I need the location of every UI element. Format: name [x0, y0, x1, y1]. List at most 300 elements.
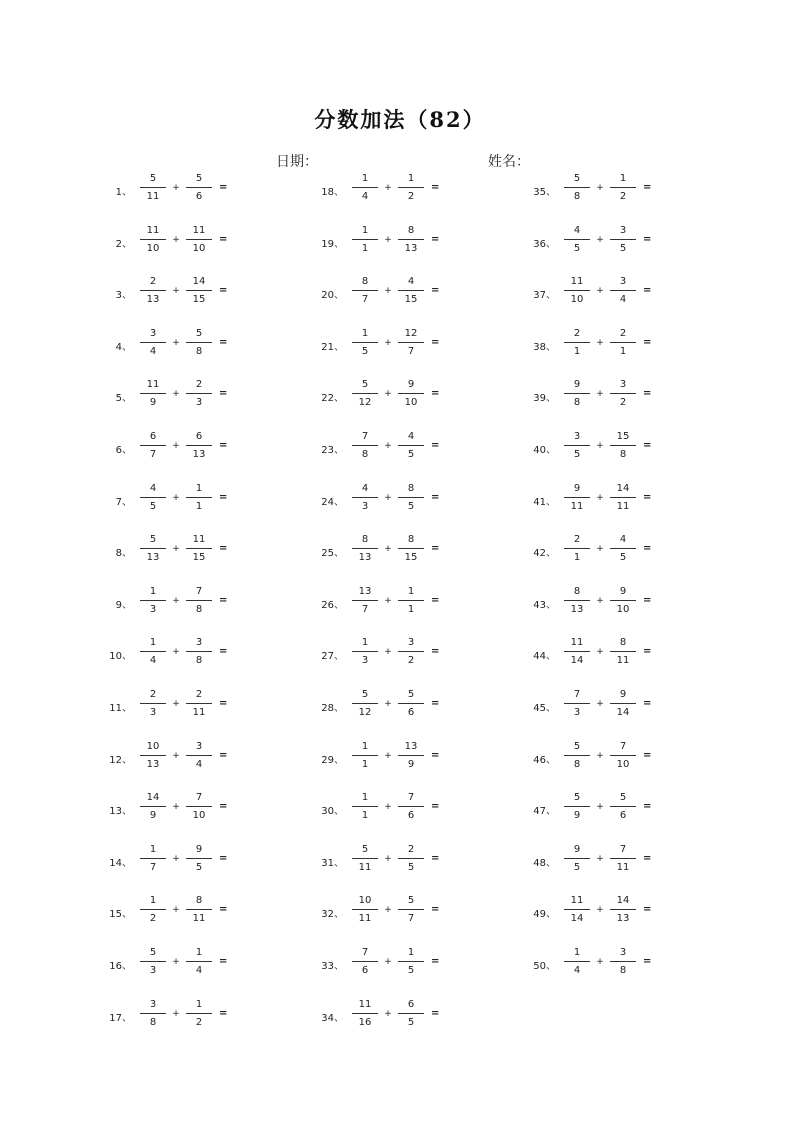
equals-sign: = [643, 904, 652, 915]
problem-item [522, 481, 722, 515]
plus-sign: + [384, 905, 392, 915]
plus-sign: + [596, 854, 604, 864]
first-fraction [140, 842, 166, 876]
denominator: 5 [361, 346, 369, 357]
problem-number: 18、 [321, 187, 344, 198]
fraction-bar [398, 239, 424, 240]
fraction-bar [352, 703, 378, 704]
second-fraction [610, 171, 636, 205]
equals-sign: = [431, 853, 440, 864]
denominator: 9 [149, 397, 157, 408]
numerator: 1 [195, 947, 203, 958]
denominator: 10 [192, 810, 206, 821]
plus-sign: + [596, 596, 604, 606]
fraction-bar [564, 909, 590, 910]
numerator: 8 [573, 586, 581, 597]
denominator: 4 [149, 346, 157, 357]
second-fraction [186, 532, 212, 566]
numerator: 10 [358, 895, 372, 906]
fraction-bar [398, 290, 424, 291]
problem-number: 22、 [321, 393, 344, 404]
fraction-bar [140, 806, 166, 807]
problem-number: 37、 [533, 290, 556, 301]
equals-sign: = [643, 388, 652, 399]
first-fraction [352, 635, 378, 669]
equals-sign: = [219, 285, 228, 296]
fraction-bar [564, 393, 590, 394]
numerator: 11 [146, 225, 160, 236]
problem-number: 19、 [321, 239, 344, 250]
problem-number: 50、 [533, 961, 556, 972]
denominator: 8 [149, 1017, 157, 1028]
fraction-bar [610, 393, 636, 394]
numerator: 6 [149, 431, 157, 442]
fraction-bar [186, 806, 212, 807]
denominator: 10 [404, 397, 418, 408]
equals-sign: = [219, 440, 228, 451]
denominator: 7 [361, 294, 369, 305]
numerator: 8 [407, 225, 415, 236]
equals-sign: = [431, 440, 440, 451]
equals-sign: = [431, 956, 440, 967]
numerator: 4 [361, 483, 369, 494]
fraction-bar [140, 909, 166, 910]
denominator: 3 [149, 965, 157, 976]
equals-sign: = [431, 492, 440, 503]
fraction-bar [352, 548, 378, 549]
problem-item [98, 326, 298, 360]
fraction-bar [610, 187, 636, 188]
equals-sign: = [643, 285, 652, 296]
numerator: 5 [195, 328, 203, 339]
problem-number: 16、 [109, 961, 132, 972]
problem-item [310, 377, 510, 411]
numerator: 1 [361, 328, 369, 339]
denominator: 8 [195, 655, 203, 666]
first-fraction [140, 635, 166, 669]
fraction-bar [398, 445, 424, 446]
equals-sign: = [219, 801, 228, 812]
plus-sign: + [384, 389, 392, 399]
plus-sign: + [172, 389, 180, 399]
numerator: 9 [195, 844, 203, 855]
fraction-bar [352, 497, 378, 498]
first-fraction [140, 739, 166, 773]
equals-sign: = [431, 285, 440, 296]
numerator: 7 [407, 792, 415, 803]
date-label: 日期： [276, 154, 318, 170]
first-fraction [140, 584, 166, 618]
second-fraction [398, 687, 424, 721]
numerator: 2 [619, 328, 627, 339]
numerator: 8 [361, 276, 369, 287]
fraction-bar [352, 445, 378, 446]
plus-sign: + [384, 751, 392, 761]
numerator: 5 [149, 534, 157, 545]
plus-sign: + [596, 389, 604, 399]
numerator: 1 [361, 225, 369, 236]
first-fraction [352, 687, 378, 721]
denominator: 7 [149, 862, 157, 873]
equals-sign: = [643, 750, 652, 761]
problem-number: 46、 [533, 755, 556, 766]
first-fraction [352, 377, 378, 411]
second-fraction [610, 687, 636, 721]
problem-number: 25、 [321, 548, 344, 559]
denominator: 6 [407, 707, 415, 718]
fraction-bar [140, 497, 166, 498]
first-fraction [564, 584, 590, 618]
denominator: 1 [361, 243, 369, 254]
problem-item [98, 687, 298, 721]
problem-number: 49、 [533, 909, 556, 920]
numerator: 8 [407, 483, 415, 494]
plus-sign: + [384, 441, 392, 451]
fraction-bar [352, 1013, 378, 1014]
fraction-bar [352, 290, 378, 291]
fraction-bar [352, 651, 378, 652]
numerator: 15 [616, 431, 630, 442]
numerator: 7 [619, 844, 627, 855]
problem-number: 20、 [321, 290, 344, 301]
problem-number: 24、 [321, 497, 344, 508]
problem-item [98, 377, 298, 411]
fraction-bar [610, 239, 636, 240]
equals-sign: = [219, 750, 228, 761]
problem-item [522, 532, 722, 566]
fraction-bar [610, 651, 636, 652]
numerator: 1 [195, 483, 203, 494]
equals-sign: = [431, 388, 440, 399]
problem-number: 40、 [533, 445, 556, 456]
fraction-bar [352, 187, 378, 188]
fraction-bar [140, 961, 166, 962]
denominator: 4 [361, 191, 369, 202]
denominator: 10 [192, 243, 206, 254]
second-fraction [610, 893, 636, 927]
fraction-bar [140, 1013, 166, 1014]
problem-number: 36、 [533, 239, 556, 250]
problem-item [98, 635, 298, 669]
numerator: 4 [407, 431, 415, 442]
problem-item [522, 171, 722, 205]
denominator: 8 [573, 397, 581, 408]
second-fraction [610, 481, 636, 515]
equals-sign: = [431, 234, 440, 245]
equals-sign: = [219, 1008, 228, 1019]
second-fraction [610, 842, 636, 876]
problem-number: 26、 [321, 600, 344, 611]
problem-item [310, 842, 510, 876]
second-fraction [186, 790, 212, 824]
equals-sign: = [431, 904, 440, 915]
denominator: 4 [195, 759, 203, 770]
first-fraction [352, 481, 378, 515]
first-fraction [564, 429, 590, 463]
problem-number: 2、 [115, 239, 132, 250]
plus-sign: + [172, 183, 180, 193]
first-fraction [352, 842, 378, 876]
second-fraction [610, 532, 636, 566]
fraction-bar [140, 239, 166, 240]
numerator: 9 [573, 379, 581, 390]
numerator: 5 [619, 792, 627, 803]
second-fraction [398, 790, 424, 824]
first-fraction [140, 171, 166, 205]
problem-number: 13、 [109, 806, 132, 817]
denominator: 13 [358, 552, 372, 563]
fraction-bar [140, 342, 166, 343]
fraction-bar [186, 961, 212, 962]
numerator: 3 [195, 637, 203, 648]
problem-item [310, 481, 510, 515]
denominator: 15 [192, 294, 206, 305]
equals-sign: = [643, 543, 652, 554]
numerator: 11 [146, 379, 160, 390]
fraction-bar [564, 755, 590, 756]
numerator: 3 [407, 637, 415, 648]
problem-number: 43、 [533, 600, 556, 611]
denominator: 7 [407, 913, 415, 924]
equals-sign: = [219, 182, 228, 193]
denominator: 14 [570, 913, 584, 924]
denominator: 8 [195, 346, 203, 357]
numerator: 13 [404, 741, 418, 752]
first-fraction [564, 945, 590, 979]
denominator: 5 [407, 449, 415, 460]
plus-sign: + [172, 854, 180, 864]
problem-item [98, 481, 298, 515]
numerator: 11 [570, 895, 584, 906]
problem-item [310, 223, 510, 257]
numerator: 13 [358, 586, 372, 597]
problem-number: 21、 [321, 342, 344, 353]
equals-sign: = [431, 182, 440, 193]
equals-sign: = [431, 646, 440, 657]
plus-sign: + [596, 286, 604, 296]
plus-sign: + [172, 751, 180, 761]
problem-item [98, 532, 298, 566]
problem-number: 48、 [533, 858, 556, 869]
plus-sign: + [384, 286, 392, 296]
plus-sign: + [172, 544, 180, 554]
fraction-bar [186, 290, 212, 291]
denominator: 10 [616, 604, 630, 615]
fraction-bar [398, 600, 424, 601]
denominator: 8 [573, 759, 581, 770]
equals-sign: = [219, 337, 228, 348]
problem-item [522, 739, 722, 773]
second-fraction [186, 584, 212, 618]
fraction-bar [564, 290, 590, 291]
equals-sign: = [643, 595, 652, 606]
denominator: 9 [407, 759, 415, 770]
equals-sign: = [219, 956, 228, 967]
denominator: 2 [407, 655, 415, 666]
denominator: 14 [616, 707, 630, 718]
fraction-bar [352, 755, 378, 756]
problem-item [98, 945, 298, 979]
plus-sign: + [172, 905, 180, 915]
fraction-bar [610, 755, 636, 756]
fraction-bar [352, 909, 378, 910]
first-fraction [140, 687, 166, 721]
fraction-bar [140, 600, 166, 601]
fraction-bar [186, 909, 212, 910]
denominator: 3 [361, 655, 369, 666]
denominator: 1 [407, 604, 415, 615]
fraction-bar [564, 239, 590, 240]
numerator: 9 [619, 586, 627, 597]
fraction-bar [352, 239, 378, 240]
denominator: 7 [149, 449, 157, 460]
plus-sign: + [384, 1009, 392, 1019]
fraction-bar [610, 961, 636, 962]
numerator: 4 [407, 276, 415, 287]
denominator: 2 [619, 397, 627, 408]
fraction-bar [564, 806, 590, 807]
fraction-bar [610, 909, 636, 910]
plus-sign: + [172, 699, 180, 709]
numerator: 1 [149, 895, 157, 906]
first-fraction [140, 223, 166, 257]
numerator: 3 [149, 328, 157, 339]
second-fraction [186, 481, 212, 515]
denominator: 13 [146, 759, 160, 770]
numerator: 2 [149, 689, 157, 700]
page-title: 分数加法（82） [314, 107, 486, 132]
second-fraction [186, 893, 212, 927]
fraction-bar [564, 961, 590, 962]
fraction-bar [186, 600, 212, 601]
denominator: 13 [146, 294, 160, 305]
numerator: 3 [619, 947, 627, 958]
equals-sign: = [643, 801, 652, 812]
plus-sign: + [596, 493, 604, 503]
fraction-bar [186, 239, 212, 240]
numerator: 8 [361, 534, 369, 545]
denominator: 2 [149, 913, 157, 924]
denominator: 11 [616, 862, 630, 873]
plus-sign: + [596, 751, 604, 761]
problem-number: 41、 [533, 497, 556, 508]
plus-sign: + [596, 802, 604, 812]
second-fraction [398, 635, 424, 669]
problem-number: 17、 [109, 1013, 132, 1024]
numerator: 1 [149, 844, 157, 855]
first-fraction [564, 893, 590, 927]
numerator: 2 [573, 534, 581, 545]
numerator: 5 [573, 792, 581, 803]
problem-number: 32、 [321, 909, 344, 920]
first-fraction [140, 274, 166, 308]
denominator: 3 [573, 707, 581, 718]
numerator: 1 [361, 637, 369, 648]
numerator: 1 [149, 586, 157, 597]
problem-number: 6、 [115, 445, 132, 456]
equals-sign: = [431, 750, 440, 761]
first-fraction [352, 893, 378, 927]
fraction-bar [186, 445, 212, 446]
plus-sign: + [172, 596, 180, 606]
first-fraction [352, 429, 378, 463]
numerator: 5 [407, 689, 415, 700]
fraction-bar [140, 755, 166, 756]
numerator: 1 [361, 173, 369, 184]
numerator: 5 [361, 379, 369, 390]
denominator: 5 [407, 862, 415, 873]
problem-number: 42、 [533, 548, 556, 559]
first-fraction [352, 274, 378, 308]
denominator: 1 [573, 346, 581, 357]
denominator: 3 [195, 397, 203, 408]
denominator: 13 [146, 552, 160, 563]
first-fraction [140, 377, 166, 411]
denominator: 8 [619, 965, 627, 976]
second-fraction [610, 945, 636, 979]
first-fraction [564, 274, 590, 308]
plus-sign: + [384, 183, 392, 193]
first-fraction [352, 326, 378, 360]
numerator: 5 [361, 844, 369, 855]
equals-sign: = [643, 492, 652, 503]
equals-sign: = [643, 337, 652, 348]
numerator: 7 [361, 947, 369, 958]
first-fraction [564, 532, 590, 566]
fraction-bar [564, 703, 590, 704]
denominator: 11 [616, 501, 630, 512]
denominator: 2 [407, 191, 415, 202]
fraction-bar [352, 342, 378, 343]
plus-sign: + [384, 957, 392, 967]
denominator: 13 [192, 449, 206, 460]
equals-sign: = [643, 956, 652, 967]
problem-number: 5、 [115, 393, 132, 404]
second-fraction [186, 377, 212, 411]
numerator: 3 [619, 225, 627, 236]
numerator: 1 [361, 792, 369, 803]
equals-sign: = [643, 440, 652, 451]
second-fraction [610, 326, 636, 360]
plus-sign: + [172, 647, 180, 657]
denominator: 6 [407, 810, 415, 821]
equals-sign: = [643, 234, 652, 245]
denominator: 2 [619, 191, 627, 202]
denominator: 12 [358, 707, 372, 718]
denominator: 11 [192, 913, 206, 924]
problem-number: 15、 [109, 909, 132, 920]
name-label: 姓名： [488, 154, 530, 170]
denominator: 6 [195, 191, 203, 202]
denominator: 11 [358, 913, 372, 924]
denominator: 3 [361, 501, 369, 512]
denominator: 4 [149, 655, 157, 666]
numerator: 1 [407, 947, 415, 958]
problem-item [522, 945, 722, 979]
plus-sign: + [596, 544, 604, 554]
fraction-bar [186, 393, 212, 394]
problem-item [98, 274, 298, 308]
first-fraction [564, 481, 590, 515]
second-fraction [186, 274, 212, 308]
problem-item [310, 893, 510, 927]
plus-sign: + [596, 699, 604, 709]
fraction-bar [610, 806, 636, 807]
denominator: 5 [573, 862, 581, 873]
equals-sign: = [643, 646, 652, 657]
second-fraction [186, 842, 212, 876]
second-fraction [398, 532, 424, 566]
